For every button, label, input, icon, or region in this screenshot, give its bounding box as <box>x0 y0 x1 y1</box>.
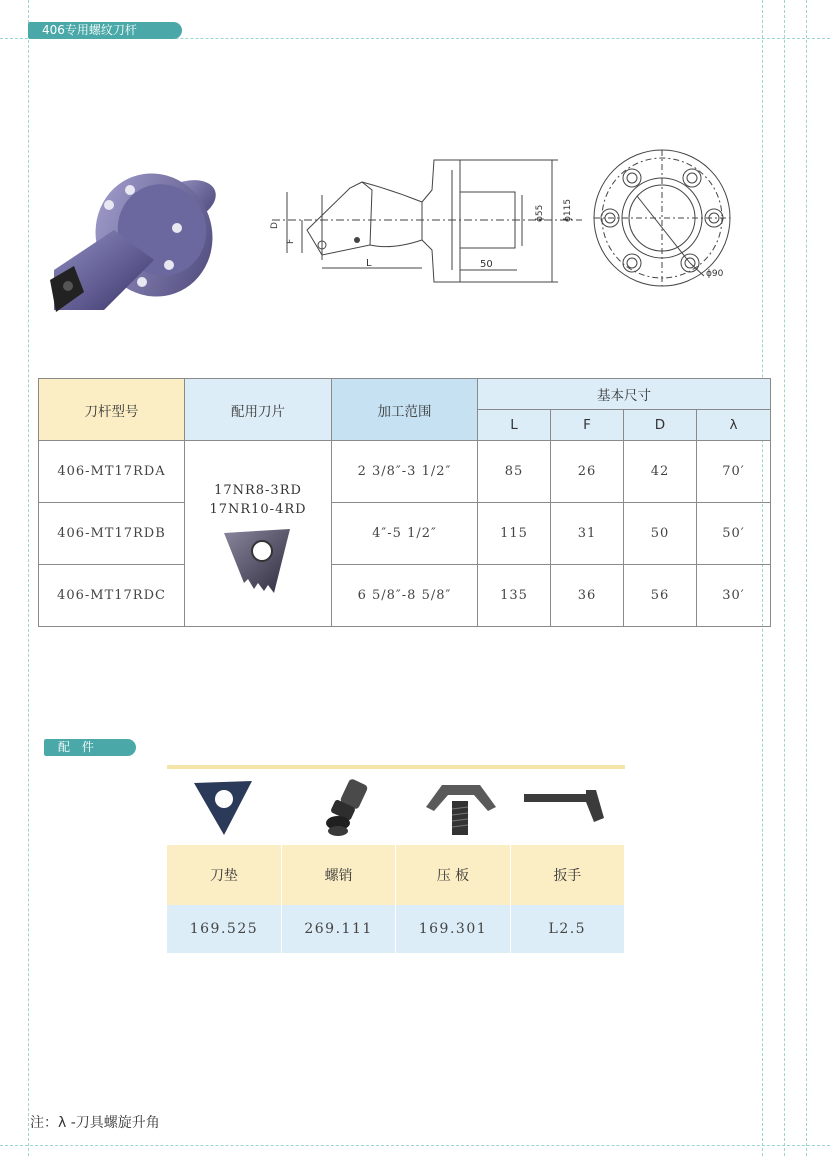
tool-holder-3d-image <box>44 160 229 320</box>
accessory-code: 269.111 <box>281 905 395 953</box>
row-model: 406-MT17RDA <box>39 441 185 503</box>
clamp-plate-image <box>422 777 502 839</box>
footnote: 注：λ -刀具螺旋升角 <box>30 1115 160 1131</box>
row-range: 4″-5 1/2″ <box>332 503 478 565</box>
row-l: 135 <box>478 565 551 627</box>
table-row <box>39 503 771 565</box>
dim-50-label: 50 <box>480 259 493 270</box>
row-lambda: 70′ <box>697 441 771 503</box>
blade-label-2: 17NR10-4RD <box>209 502 307 517</box>
row-model: 406-MT17RDC <box>39 565 185 627</box>
spec-table <box>38 378 771 627</box>
col-header-f: F <box>551 410 624 441</box>
row-d: 42 <box>624 441 697 503</box>
row-d: 50 <box>624 503 697 565</box>
front-view-drawing <box>592 148 742 288</box>
row-l: 115 <box>478 503 551 565</box>
accessory-name: 刀垫 <box>167 845 281 905</box>
dim-d-label: D <box>270 222 280 229</box>
row-model: 406-MT17RDB <box>39 503 185 565</box>
dim-phi55-label: ϕ55 <box>535 204 545 222</box>
col-header-d: D <box>624 410 697 441</box>
guide-right-2 <box>784 0 785 1156</box>
row-l: 85 <box>478 441 551 503</box>
accessory-name: 扳手 <box>510 845 624 905</box>
accessories-tag: 配 件 <box>44 739 136 756</box>
col-header-l: L <box>478 410 551 441</box>
col-header-lambda: λ <box>697 410 771 441</box>
accessory-name: 螺销 <box>281 845 395 905</box>
wrench-image <box>520 782 610 832</box>
col-header-range: 加工范围 <box>332 379 478 441</box>
blade-cell <box>185 441 332 627</box>
col-header-blade: 配用刀片 <box>185 379 332 441</box>
row-range: 2 3/8″-3 1/2″ <box>332 441 478 503</box>
table-row <box>39 441 771 503</box>
accessory-code: 169.525 <box>167 905 281 953</box>
pin-screw-image <box>318 777 388 839</box>
dim-phi115-label: ϕ115 <box>563 198 573 222</box>
accessories-table <box>167 845 625 953</box>
accessory-name: 压 板 <box>396 845 510 905</box>
guide-left <box>28 0 29 1156</box>
blade-label-1: 17NR8-3RD <box>214 483 302 498</box>
guide-right-3 <box>806 0 807 1156</box>
col-header-model: 刀杆型号 <box>39 379 185 441</box>
col-header-basic-dims: 基本尺寸 <box>478 379 771 410</box>
row-f: 26 <box>551 441 624 503</box>
side-view-drawing <box>262 150 592 300</box>
section-title-tag: 406专用螺纹刀杆 <box>28 22 182 39</box>
accessories-top-bar <box>167 765 625 769</box>
dim-f-label: F <box>286 238 296 244</box>
guide-bottom <box>0 1145 830 1146</box>
row-f: 36 <box>551 565 624 627</box>
row-range: 6 5/8″-8 5/8″ <box>332 565 478 627</box>
dim-l-label: L <box>366 258 372 269</box>
table-row <box>39 565 771 627</box>
dim-phi90-label: ϕ90 <box>706 269 724 279</box>
shim-image <box>190 777 260 839</box>
row-lambda: 50′ <box>697 503 771 565</box>
accessory-code: L2.5 <box>510 905 624 953</box>
accessory-code: 169.301 <box>396 905 510 953</box>
blade-insert-image <box>218 525 298 597</box>
row-d: 56 <box>624 565 697 627</box>
row-lambda: 30′ <box>697 565 771 627</box>
row-f: 31 <box>551 503 624 565</box>
